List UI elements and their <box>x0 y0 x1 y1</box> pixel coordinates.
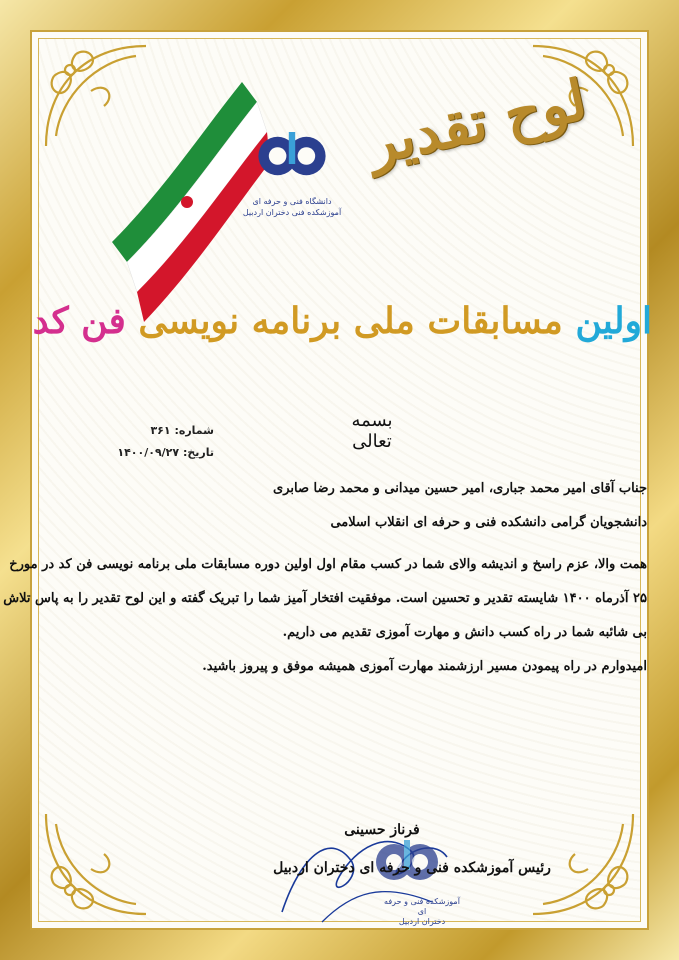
subtitle-part-3: فن کد <box>32 300 126 342</box>
logo-caption-line2: آموزشکده فنی دختران اردبیل <box>242 208 342 217</box>
body-line-1: جناب آقای امیر محمد جباری، امیر حسین میدانی و محمد رضا صابری <box>273 481 647 496</box>
document-date: تاریخ: ۱۴۰۰/۰۹/۲۷ <box>117 446 214 459</box>
competition-subtitle <box>32 300 652 342</box>
corner-ornament-icon <box>36 804 156 924</box>
document-number: شماره: ۳۶۱ <box>150 424 214 437</box>
subtitle-part-2: مسابقات ملی برنامه نویسی <box>138 300 563 342</box>
body-line-5: بی شائبه شما در راه کسب دانش و مهارت آموزی تقدیم می داریم. <box>282 625 647 640</box>
institute-logo <box>237 120 347 260</box>
body-line-3: همت والا، عزم راسخ و اندیشه والای شما در کسب مقام اول اولین دوره مسابقات ملی برنامه نویسی فن کد در مورخ <box>9 557 647 572</box>
body-line-4: ۲۵ آذرماه ۱۴۰۰ شایسته تقدیر و تحسین است. موفقیت افتخار آمیز شما را تبریک گفته و این لوح تقدیر را به پاس تلاش <box>3 591 647 606</box>
body-line-2: دانشجویان گرامی دانشکده فنی و حرفه ای انقلاب اسلامی <box>330 515 647 530</box>
institute-logo-icon <box>252 120 332 192</box>
signatory-name: فرناز حسینی <box>344 822 420 838</box>
certificate-paper <box>3 30 652 930</box>
body-line-6: امیدوارم در راه پیمودن مسیر ارزشمند مهارت آموزی همیشه موفق و پیروز باشید. <box>202 659 647 674</box>
stamp-caption-line1: آموزشکده فنی و حرفه ای <box>384 897 460 916</box>
certificate-body <box>3 472 647 684</box>
logo-caption-line1: دانشگاه فنی و حرفه ای <box>252 197 332 206</box>
subtitle-part-1: اولین <box>575 300 652 342</box>
signatory-title: رئیس آموزشکده فنی و حرفه ای دختران اردبیل <box>273 860 551 876</box>
document-meta <box>94 420 214 464</box>
stamp-caption-line2: دختران اردبیل <box>398 917 446 926</box>
certificate-title: لوح تقدیر <box>361 66 593 178</box>
stamp-caption <box>382 897 462 927</box>
bismillah-heading: بسمه تعالی <box>351 410 393 452</box>
